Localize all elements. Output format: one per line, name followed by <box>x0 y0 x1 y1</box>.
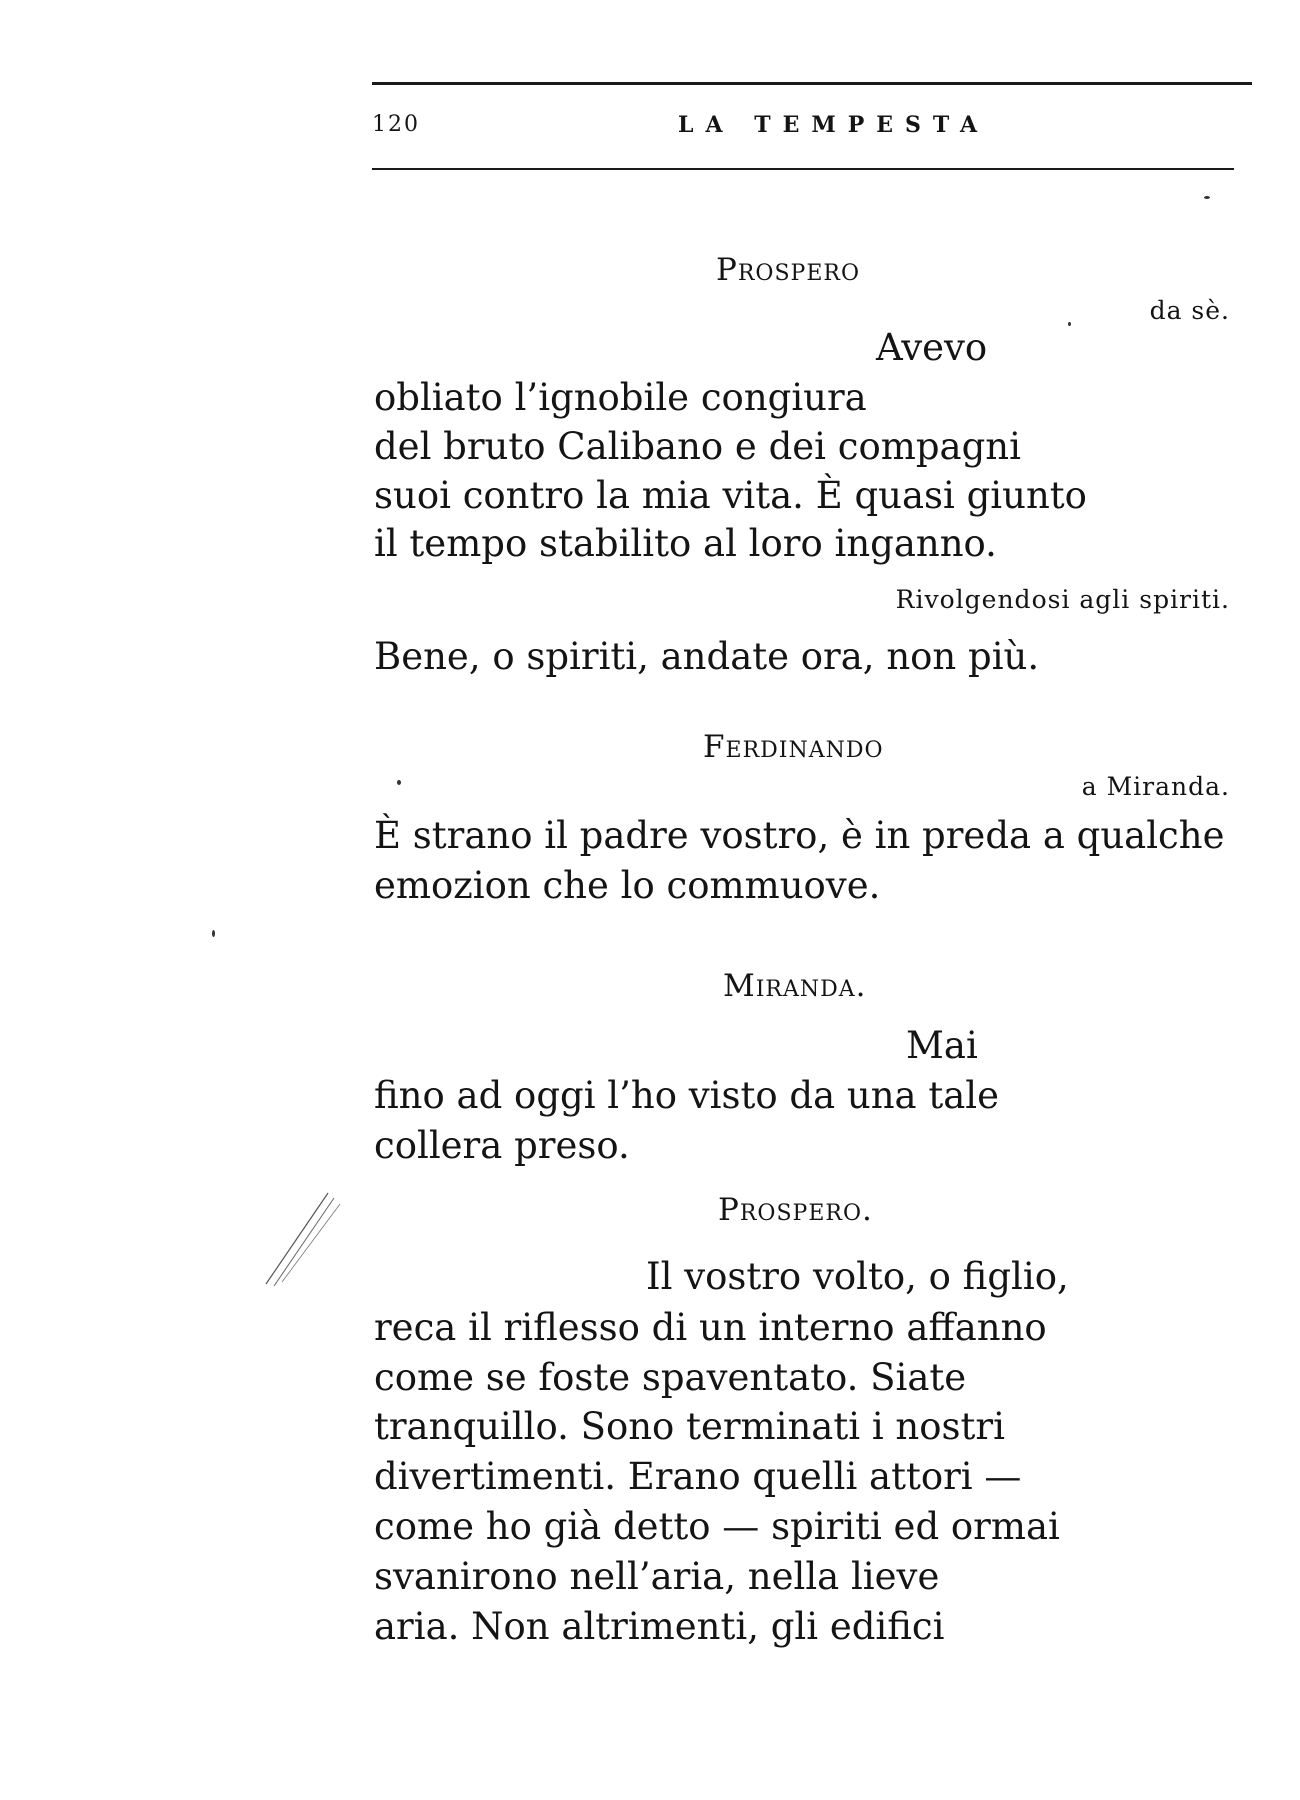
verse-line: Avevo <box>876 326 988 369</box>
stage-direction-da-se: da sè. <box>1149 296 1230 325</box>
ink-speck <box>212 930 215 937</box>
verse-line: come ho già detto — spiriti ed ormai <box>374 1505 1060 1548</box>
verse-line: svanirono nell’aria, nella lieve <box>374 1555 940 1598</box>
verse-line: il tempo stabilito al loro inganno. <box>374 522 997 565</box>
verse-line: collera preso. <box>374 1124 630 1167</box>
stage-direction-rivolgendosi: Rivolgendosi agli spiriti. <box>895 585 1230 614</box>
verse-line: Bene, o spiriti, andate ora, non più. <box>374 635 1040 678</box>
speaker-ferdinando: Ferdinando <box>703 729 884 765</box>
verse-line: Il vostro volto, o figlio, <box>646 1255 1069 1298</box>
page-number: 120 <box>372 112 420 137</box>
running-title: LA TEMPESTA <box>678 112 990 138</box>
speaker-prospero: Prospero. <box>718 1192 873 1228</box>
ink-speck <box>397 780 401 785</box>
speaker-prospero: Prospero <box>716 252 860 288</box>
speaker-miranda: Miranda. <box>723 968 867 1004</box>
verse-line: suoi contro la mia vita. È quasi giunto <box>374 474 1087 517</box>
stage-direction-a-miranda: a Miranda. <box>1081 772 1230 801</box>
ink-speck <box>1204 196 1210 199</box>
header-top-rule <box>372 82 1252 85</box>
verse-line: del bruto Calibano e dei compagni <box>374 425 1021 468</box>
verse-line: È strano il padre vostro, è in preda a qualche <box>374 814 1225 857</box>
header-bottom-rule <box>372 168 1234 170</box>
ink-speck <box>1068 322 1071 326</box>
verse-line: aria. Non altrimenti, gli edifici <box>374 1605 945 1648</box>
pencil-mark-scratch <box>258 1188 358 1288</box>
verse-line: emozion che lo commuove. <box>374 864 881 907</box>
verse-line: obliato l’ignobile congiura <box>374 376 867 419</box>
verse-line: tranquillo. Sono terminati i nostri <box>374 1405 1005 1448</box>
verse-line: divertimenti. Erano quelli attori — <box>374 1455 1022 1498</box>
verse-line: come se foste spaventato. Siate <box>374 1356 967 1399</box>
verse-line: reca il riflesso di un interno affanno <box>374 1306 1047 1349</box>
verse-line: Mai <box>906 1024 978 1067</box>
verse-line: fino ad oggi l’ho visto da una tale <box>374 1074 1000 1117</box>
